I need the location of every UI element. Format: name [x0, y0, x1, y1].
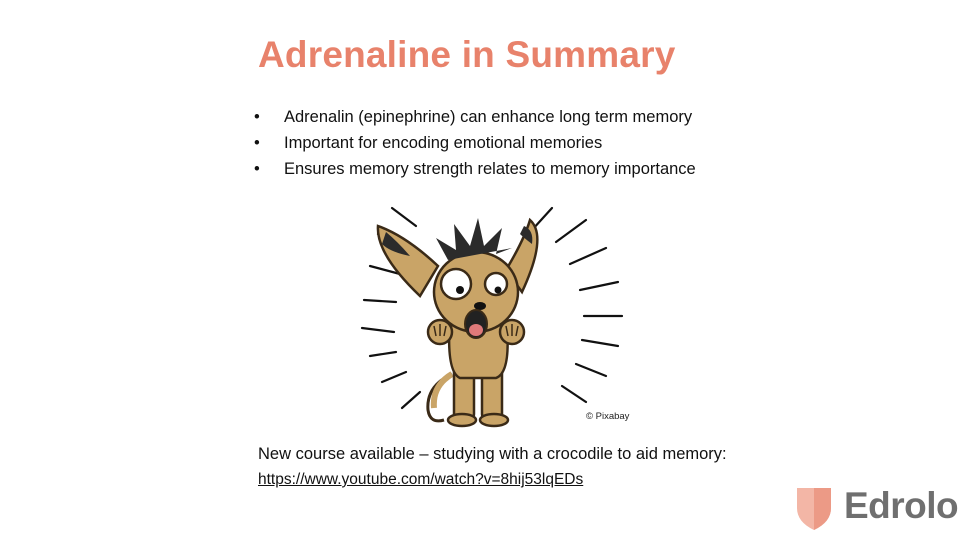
scared-dog-icon: [356, 196, 656, 432]
course-announcement: New course available – studying with a crocodile to aid memory:: [258, 445, 727, 463]
bullet-text: Ensures memory strength relates to memory importance: [284, 160, 696, 178]
scared-dog-illustration: [356, 196, 656, 432]
bullet-text: Adrenalin (epinephrine) can enhance long term memory: [284, 108, 693, 126]
image-credit: © Pixabay: [586, 411, 630, 422]
bullet-marker: •: [254, 134, 260, 152]
bullet-marker: •: [254, 108, 260, 126]
brand-logo: [794, 484, 959, 530]
shield-logo-icon: [794, 484, 834, 530]
course-link[interactable]: https://www.youtube.com/watch?v=8hij53lqEDs: [258, 471, 584, 488]
slide-title: Adrenaline in Summary: [258, 34, 676, 75]
bullet-marker: •: [254, 160, 260, 178]
bullet-text: Important for encoding emotional memories: [284, 134, 603, 152]
brand-name: Edrolo: [844, 485, 959, 526]
